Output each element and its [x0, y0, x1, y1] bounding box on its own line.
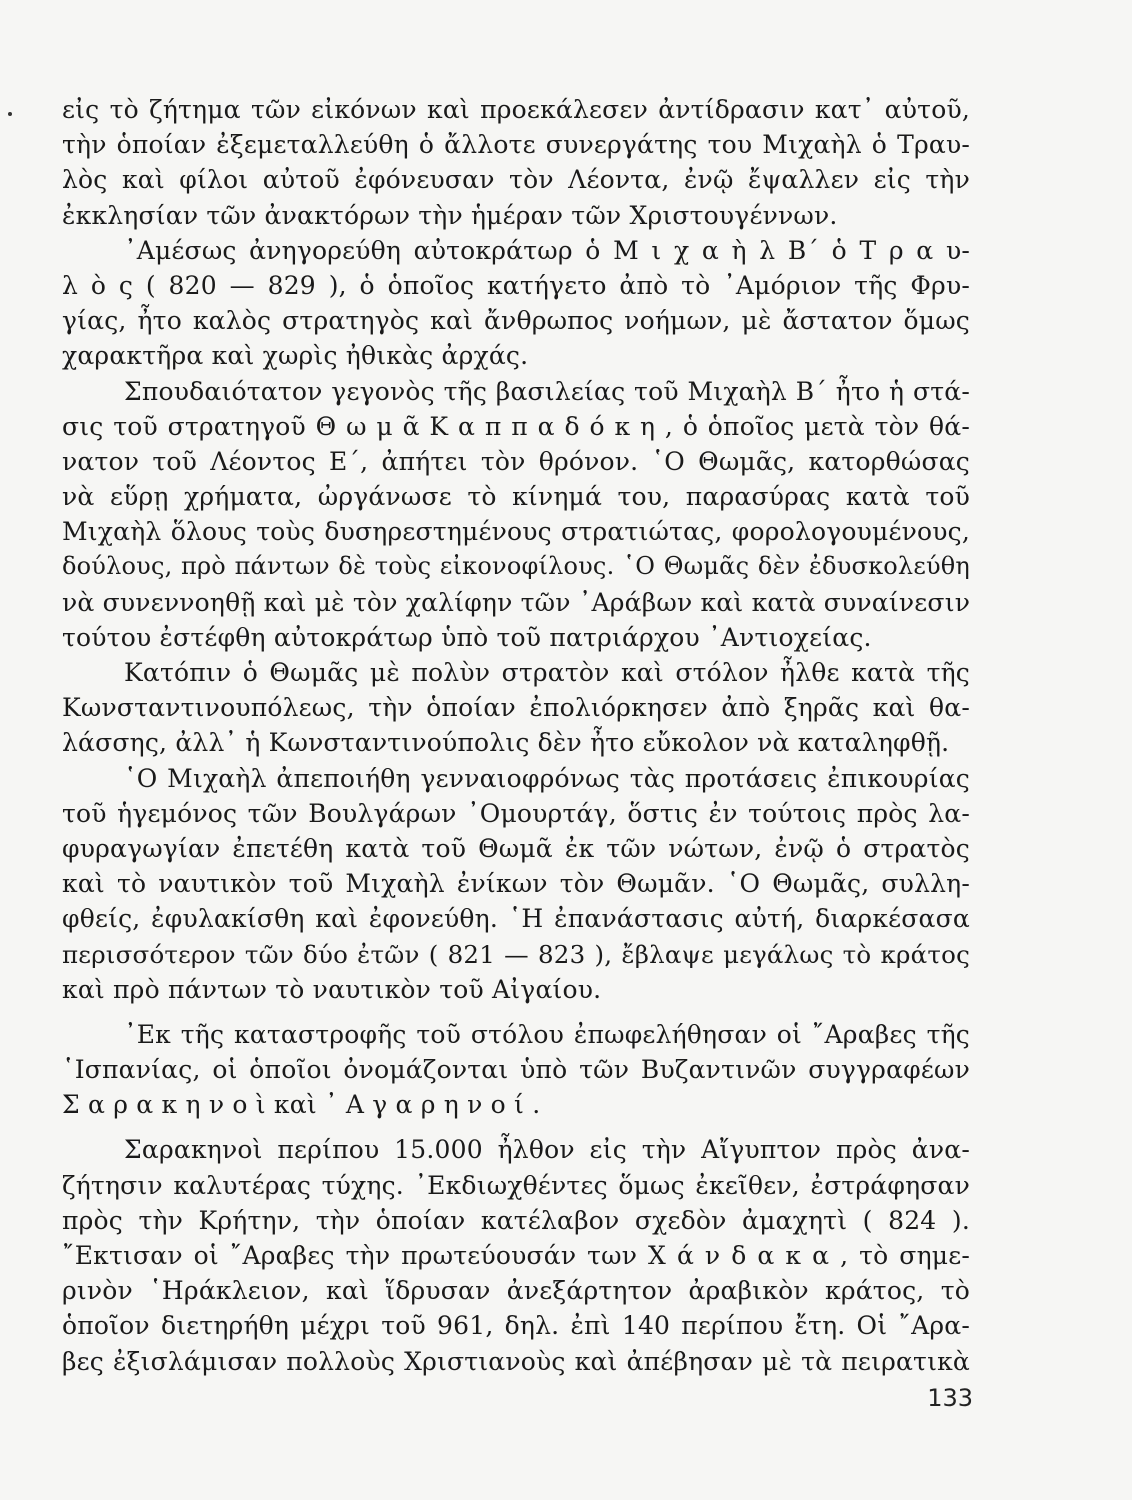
text-line: βες ἐξισλάμισαν πολλοὺς Χριστιανοὺς καὶ ἀπέβησαν μὲ τὰ πειρατικὰ	[62, 1346, 970, 1376]
text-line: ὁποῖον διετηρήθη μέχρι τοῦ 961, δηλ. ἐπὶ 140 περίπου ἔτη. Οἱ ῎Αρα-	[62, 1311, 970, 1341]
text-line: εἰς τὸ ζήτημα τῶν εἰκόνων καὶ προεκάλεσεν ἀντίδρασιν κατ᾽ αὐτοῦ,	[62, 95, 970, 124]
text-line: τοῦ ἡγεμόνος τῶν Βουλγάρων ᾽Ομουρτάγ, ὅστις ἐν τούτοις πρὸς λα-	[62, 798, 970, 828]
text-line: τὴν ὁποίαν ἐξεμεταλλεύθη ὁ ἄλλοτε συνεργάτης του Μιχαὴλ ὁ Τραυ-	[62, 130, 970, 160]
text-line: Μιχαὴλ ὅλους τοὺς δυσηρεστημένους στρατιώτας, φορολογουμένους,	[62, 517, 970, 547]
text-line: περισσότερον τῶν δύο ἐτῶν ( 821 — 823 ), ἔβλαψε μεγάλως τὸ κράτος	[62, 939, 970, 969]
text-line: Κωνσταντινουπόλεως, τὴν ὁποίαν ἐπολιόρκησεν ἀπὸ ξηρᾶς καὶ θα-	[62, 693, 970, 723]
text-line: ῎Εκτισαν οἱ ῎Αραβες τὴν πρωτεύουσάν των Χ ά ν δ α κ α , τὸ σημε-	[62, 1241, 970, 1270]
body-text	[62, 92, 970, 1379]
text-line: καὶ τὸ ναυτικὸν τοῦ Μιχαὴλ ἐνίκων τὸν Θωμᾶν. ῾Ο Θωμᾶς, συλλη-	[62, 869, 970, 899]
text-line: Κατόπιν ὁ Θωμᾶς μὲ πολὺν στρατὸν καὶ στόλον ἦλθε κατὰ τῆς	[124, 658, 970, 687]
paragraph	[62, 233, 970, 374]
text-line: λὸς καὶ φίλοι αὐτοῦ ἐφόνευσαν τὸν Λέοντα, ἐνῷ ἔψαλλεν εἰς τὴν	[62, 165, 970, 195]
text-line: ζήτησιν καλυτέρας τύχης. ᾽Εκδιωχθέντες ὅμως ἐκεῖθεν, ἐστράφησαν	[62, 1170, 970, 1200]
text-line: νὰ συνεννοηθῇ καὶ μὲ τὸν χαλίφην τῶν ᾽Αράβων καὶ κατὰ συναίνεσιν	[62, 587, 971, 617]
text-line: Σαρακηνοὶ περίπου 15.000 ἦλθον εἰς τὴν Αἴγυπτον πρὸς ἀνα-	[124, 1135, 970, 1165]
text-line: καὶ πρὸ πάντων τὸ ναυτικὸν τοῦ Αἰγαίου.	[62, 974, 602, 1004]
paragraph	[62, 92, 970, 233]
text-line: ἐκκλησίαν τῶν ἀνακτόρων τὴν ἡμέραν τῶν Χριστουγέννων.	[62, 200, 838, 230]
text-line: ῾Ισπανίας, οἱ ὁποῖοι ὀνομάζονται ὑπὸ τῶν Βυζαντινῶν συγγραφέων	[62, 1055, 970, 1085]
text-line: ῾Ο Μιχαὴλ ἀπεποιήθη γενναιοφρόνως τὰς προτάσεις ἐπικουρίας	[124, 763, 970, 793]
page-number: 133	[927, 1384, 973, 1412]
text-line: ᾽Εκ τῆς καταστροφῆς τοῦ στόλου ἐπωφελήθησαν οἱ ῎Αραβες τῆς	[124, 1019, 970, 1049]
text-line: ρινὸν ῾Ηράκλειον, καὶ ἵδρυσαν ἀνεξάρτητον ἀραβικὸν κράτος, τὸ	[62, 1276, 970, 1306]
paragraph	[62, 374, 970, 656]
text-line: τούτου ἐστέφθη αὐτοκράτωρ ὑπὸ τοῦ πατριάρχου ᾽Αντιοχείας.	[62, 622, 872, 652]
text-line: φυραγωγίαν ἐπετέθη κατὰ τοῦ Θωμᾶ ἐκ τῶν νώτων, ἐνῷ ὁ στρατὸς	[62, 833, 970, 863]
text-line: νατον τοῦ Λέοντος Ε΄, ἀπήτει τὸν θρόνον. ῾Ο Θωμᾶς, κατορθώσας	[62, 446, 970, 476]
paragraph-gap	[62, 1122, 970, 1132]
text-line: δούλους, πρὸ πάντων δὲ τοὺς εἰκονοφίλους. ῾Ο Θωμᾶς δὲν ἐδυσκολεύθη	[62, 552, 970, 581]
text-line: λ ὸ ς ( 820 — 829 ), ὁ ὁποῖος κατήγετο ἀπὸ τὸ ᾽Αμόριον τῆς Φρυ-	[62, 270, 970, 300]
paragraph	[62, 761, 970, 1007]
text-line: φθείς, ἐφυλακίσθη καὶ ἐφονεύθη. ῾Η ἐπανάστασις αὐτή, διαρκέσασα	[62, 904, 970, 934]
paragraph	[62, 1017, 970, 1123]
paragraph	[62, 1132, 970, 1378]
text-line: νὰ εὕρῃ χρήματα, ὠργάνωσε τὸ κίνημά του, παρασύρας κατὰ τοῦ	[62, 482, 970, 512]
text-line: ᾽Αμέσως ἀνηγορεύθη αὐτοκράτωρ ὁ Μ ι χ α ὴ λ Β΄ ὁ Τ ρ α υ-	[124, 235, 970, 265]
margin-dot	[8, 112, 12, 116]
text-line: Σ α ρ α κ η ν ο ὶ καὶ ᾽ Α γ α ρ η ν ο ί .	[62, 1090, 541, 1120]
text-line: λάσσης, ἀλλ᾽ ἡ Κωνσταντινούπολις δὲν ἦτο εὔκολον νὰ καταληφθῇ.	[62, 728, 950, 758]
text-line: γίας, ἦτο καλὸς στρατηγὸς καὶ ἄνθρωπος νοήμων, μὲ ἄστατον ὅμως	[62, 306, 970, 336]
paragraph-gap	[62, 1007, 970, 1017]
text-line: πρὸς τὴν Κρήτην, τὴν ὁποίαν κατέλαβον σχεδὸν ἀμαχητὶ ( 824 ).	[62, 1205, 970, 1235]
text-line: Σπουδαιότατον γεγονὸς τῆς βασιλείας τοῦ Μιχαὴλ Β΄ ἦτο ἡ στά-	[124, 376, 970, 406]
text-line: χαρακτῆρα καὶ χωρὶς ἠθικὰς ἀρχάς.	[62, 341, 529, 371]
text-line: σις τοῦ στρατηγοῦ Θ ω μ ᾶ Κ α π π α δ ό κ η , ὁ ὁποῖος μετὰ τὸν θά-	[62, 411, 970, 441]
paragraph	[62, 655, 970, 761]
